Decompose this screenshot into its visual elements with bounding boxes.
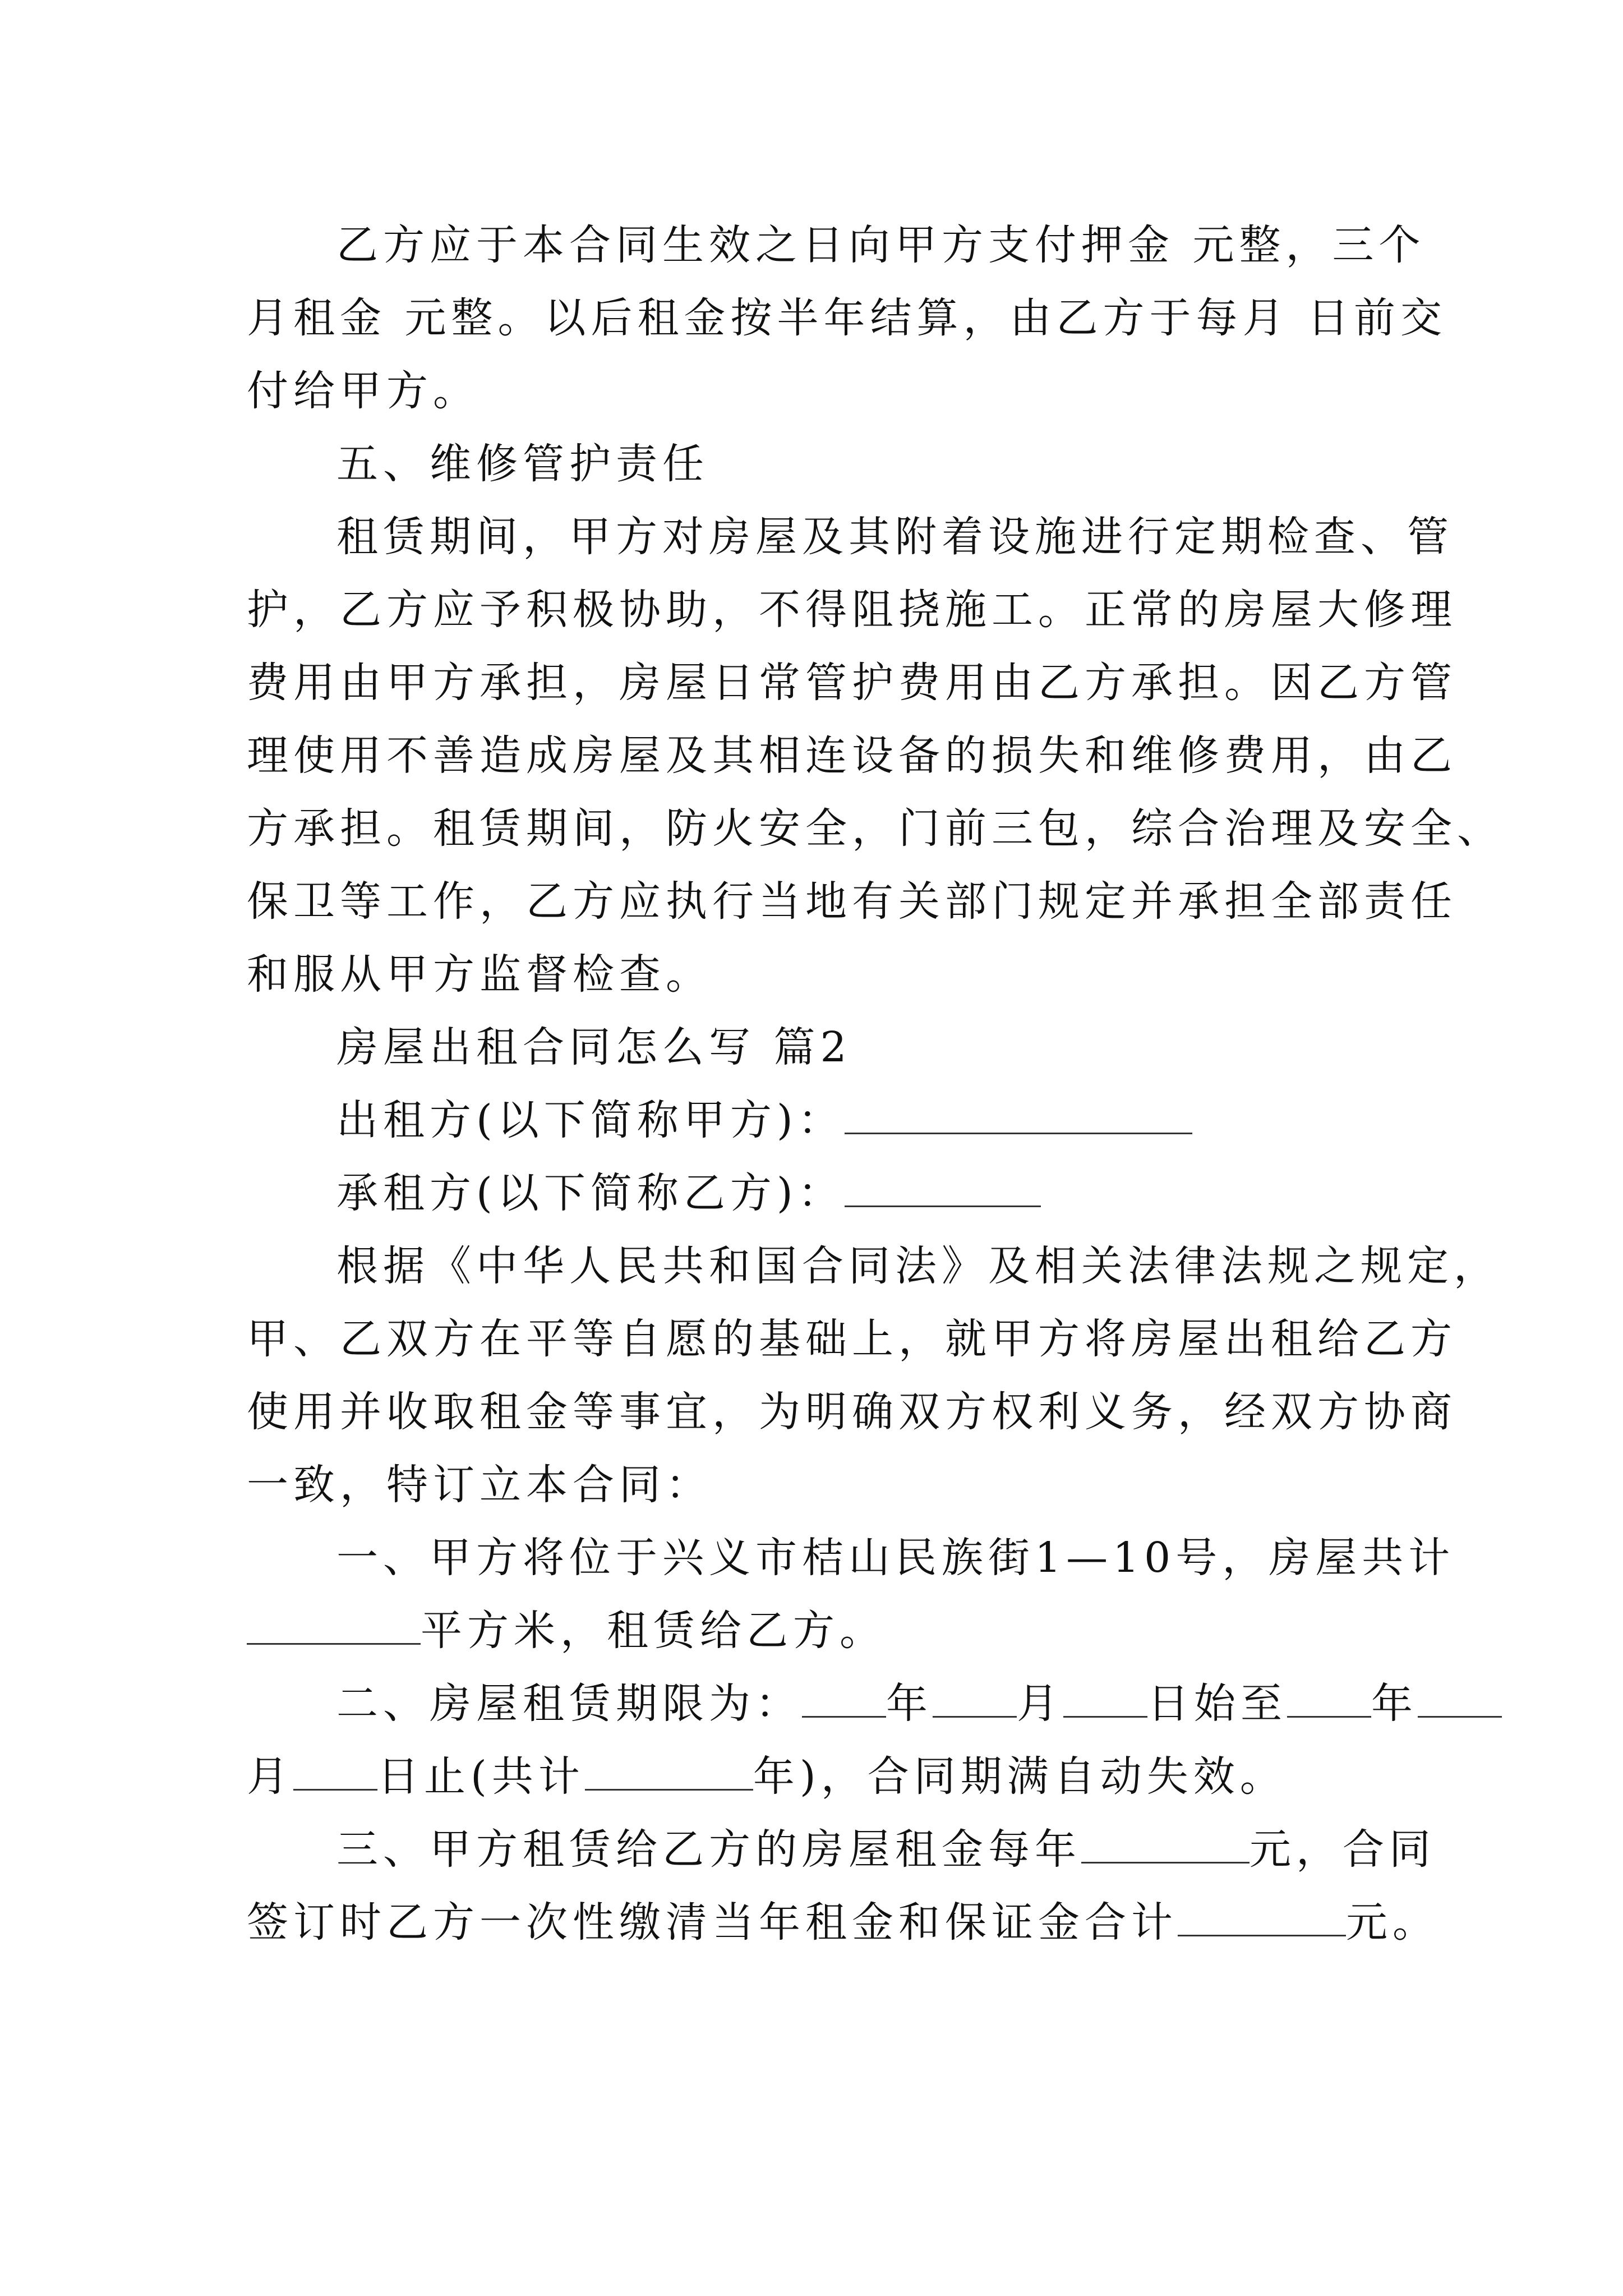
clause-2-label: 二、房屋租赁期限为：	[336, 1680, 802, 1728]
paragraph-line: 月租金 元整。以后租金按半年结算，由乙方于每月 日前交	[247, 294, 1447, 342]
end-day-blank	[293, 1754, 377, 1791]
paragraph-line: 保卫等工作，乙方应执行当地有关部门规定并承担全部责任	[247, 877, 1457, 926]
paragraph-line: 费用由甲方承担，房屋日常管护费用由乙方承担。因乙方管	[247, 659, 1457, 707]
paragraph-line: 根据《中华人民共和国合同法》及相关法律法规之规定，	[336, 1242, 1500, 1290]
clause-3-line-2	[247, 1897, 1439, 1948]
end-year-blank	[1287, 1681, 1371, 1718]
month-text: 月	[247, 1752, 293, 1801]
area-blank	[247, 1608, 421, 1645]
yuan-text: 元。	[1346, 1898, 1439, 1947]
total-years-blank	[585, 1754, 753, 1791]
start-month-blank	[933, 1681, 1017, 1718]
clause-1-line-2	[247, 1605, 1402, 1656]
clause-1-line: 一、甲方将位于兴义市桔山民族街1—10号，房屋共计	[336, 1534, 1455, 1582]
lessor-blank	[845, 1098, 1192, 1134]
clause-3-text-2: 签订时乙方一次性缴清当年租金和保证金合计	[247, 1898, 1178, 1947]
clause-3-label: 三、甲方租赁给乙方的房屋租金每年	[336, 1825, 1081, 1874]
clause-2-line-2	[247, 1751, 1402, 1802]
lessor-line	[336, 1095, 1492, 1145]
article-title: 房屋出租合同怎么写 篇2	[336, 1023, 852, 1071]
lessor-label: 出租方(以下简称甲方)：	[336, 1096, 845, 1144]
paragraph-line: 使用并收取租金等事宜，为明确双方权利义务，经双方协商	[247, 1388, 1457, 1436]
lessee-blank	[845, 1171, 1041, 1207]
year-text: 年	[886, 1680, 933, 1728]
paragraph-line: 付给甲方。	[247, 367, 479, 415]
clause-3-line	[336, 1824, 1492, 1875]
paragraph-line: 乙方应于本合同生效之日向甲方支付押金 元整，三个	[336, 221, 1426, 269]
clause-3-text: 元，合同	[1249, 1825, 1436, 1874]
clause-1-text: 平方米，租赁给乙方。	[421, 1607, 886, 1655]
clause-2-line	[336, 1678, 1492, 1729]
paragraph-line: 护，乙方应予积极协助，不得阻挠施工。正常的房屋大修理	[247, 586, 1457, 634]
paragraph-line: 租赁期间，甲方对房屋及其附着设施进行定期检查、管	[336, 513, 1454, 561]
end-text: 日止(共计	[377, 1752, 585, 1801]
paragraph-line: 和服从甲方监督检查。	[247, 950, 712, 999]
lessee-label: 承租方(以下简称乙方)：	[336, 1169, 845, 1217]
paragraph-line: 理使用不善造成房屋及其相连设备的损失和维修费用，由乙	[247, 731, 1457, 780]
annual-rent-blank	[1081, 1827, 1249, 1864]
paragraph-line: 一致，特订立本合同：	[247, 1461, 712, 1509]
year-text: 年	[1371, 1680, 1418, 1728]
lessee-line	[336, 1168, 1492, 1218]
start-day-blank	[1063, 1681, 1147, 1718]
start-to-text: 日始至	[1147, 1680, 1287, 1728]
paragraph-line: 甲、乙双方在平等自愿的基础上，就甲方将房屋出租给乙方	[247, 1315, 1457, 1363]
deposit-total-blank	[1178, 1900, 1346, 1936]
paragraph-line: 方承担。租赁期间，防火安全，门前三包，综合治理及安全、	[247, 804, 1504, 853]
section-heading: 五、维修管护责任	[336, 440, 709, 488]
end-month-blank	[1418, 1681, 1502, 1718]
expiry-text: 年)，合同期满自动失效。	[753, 1752, 1287, 1801]
start-year-blank	[802, 1681, 886, 1718]
month-text: 月	[1017, 1680, 1063, 1728]
